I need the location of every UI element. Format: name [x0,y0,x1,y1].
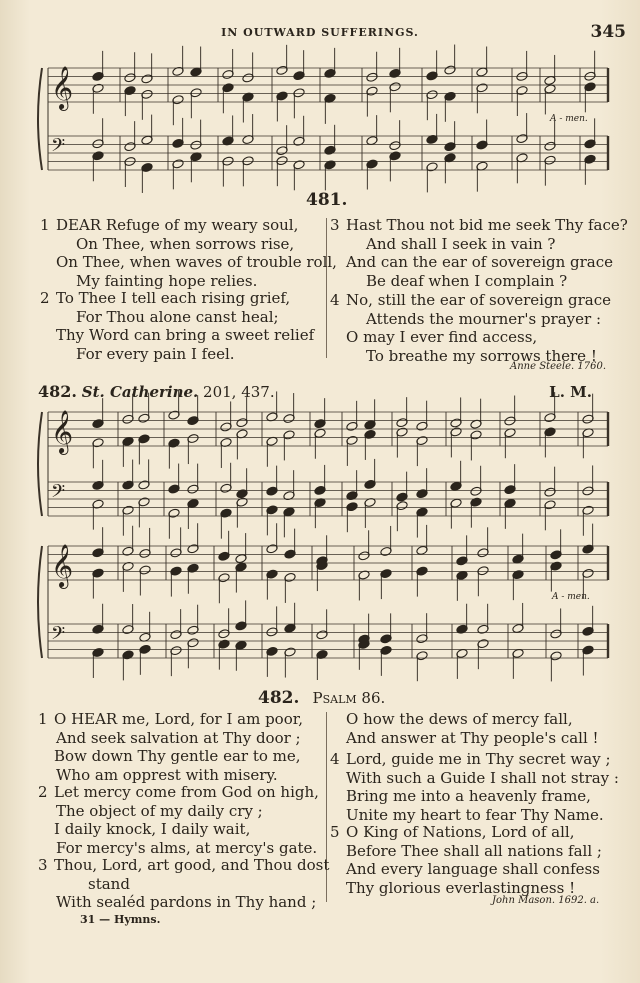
top-bass-clef: 𝄢 [51,134,66,161]
hymn-482-verse-4: 4 Lord, guide me in Thy secret way ; With such a Guide I shall not stray : Bring me into a heavenly frame, Unite my heart to fear Thy Name. [330,750,619,824]
hymn-482-verse-3: 3 Thou, Lord, art good, and Thou dost stand With sealéd pardons in Thy hand ; [38,856,330,911]
tune-references: 201, 437. [203,383,275,401]
sys3-brace [38,546,42,658]
tune-name: St. Catherine. [81,383,199,401]
hymn-481-number: 481. [306,190,348,210]
hymn-482-title: Psalm 86. [312,689,386,707]
hymn-482-author: John Mason. 1692. a. [492,895,600,906]
hymn-482-verse-5: 5 O King of Nations, Lord of all, Before Thee shall all nations fall ; And every language shall confess Thy glorious everlastingness ! [330,823,602,897]
tune-meter: L. M. [549,383,592,401]
sys3-treble-clef: 𝄞 [51,543,74,587]
sys2-bass-clef: 𝄢 [51,480,66,507]
amen-label-top: A - men. [550,114,588,124]
sys3-bass-clef: 𝄢 [51,622,66,649]
hymn-481-verse-4: 4 No, still the ear of sovereign grace Attends the mourner's prayer : O may I ever find access, To breathe my sorrows there ! [330,291,611,365]
hymn-482-verse-1: 1 O HEAR me, Lord, for I am poor, And seek salvation at Thy door ; Bow down Thy gentle ear to me, Who am opprest with misery. [38,710,304,784]
hymn-482-number: 482. [258,688,300,708]
top-treble-clef: 𝄞 [51,65,74,109]
page-number: 345 [590,22,626,42]
hymn-481-verse-2: 2 To Thee I tell each rising grief, For Thou alone canst heal; Thy Word can bring a sweet relief For every pain I feel. [40,289,315,363]
hymn-481-verse-3: 3 Hast Thou not bid me seek Thy face? And shall I seek in vain ? And can the ear of sovereign grace Be deaf when I complain ? [330,216,628,290]
sys2-brace [38,412,42,516]
running-header: IN OUTWARD SUFFERINGS. [221,26,419,39]
hymn-482-verse-2: 2 Let mercy come from God on high, The object of my daily cry ; I daily knock, I daily wait, For mercy's alms, at mercy's gate. [38,783,319,857]
tune-482-number: 482. [38,382,77,401]
hymn-481-verse-1: 1 DEAR Refuge of my weary soul, On Thee, when sorrows rise, On Thee, when waves of trouble roll, My fainting hope relies. [40,216,337,290]
hymn-481-author: Anne Steele. 1760. [510,361,607,372]
sys2-treble-clef: 𝄞 [51,409,74,453]
hymn-482-verse-3-cont: O how the dews of mercy fall, And answer at Thy people's call ! [346,710,599,747]
signature-mark: 31 — Hymns. [80,913,161,926]
hymn-482-heading [258,688,385,708]
amen-label-482: A - men. [552,592,590,602]
